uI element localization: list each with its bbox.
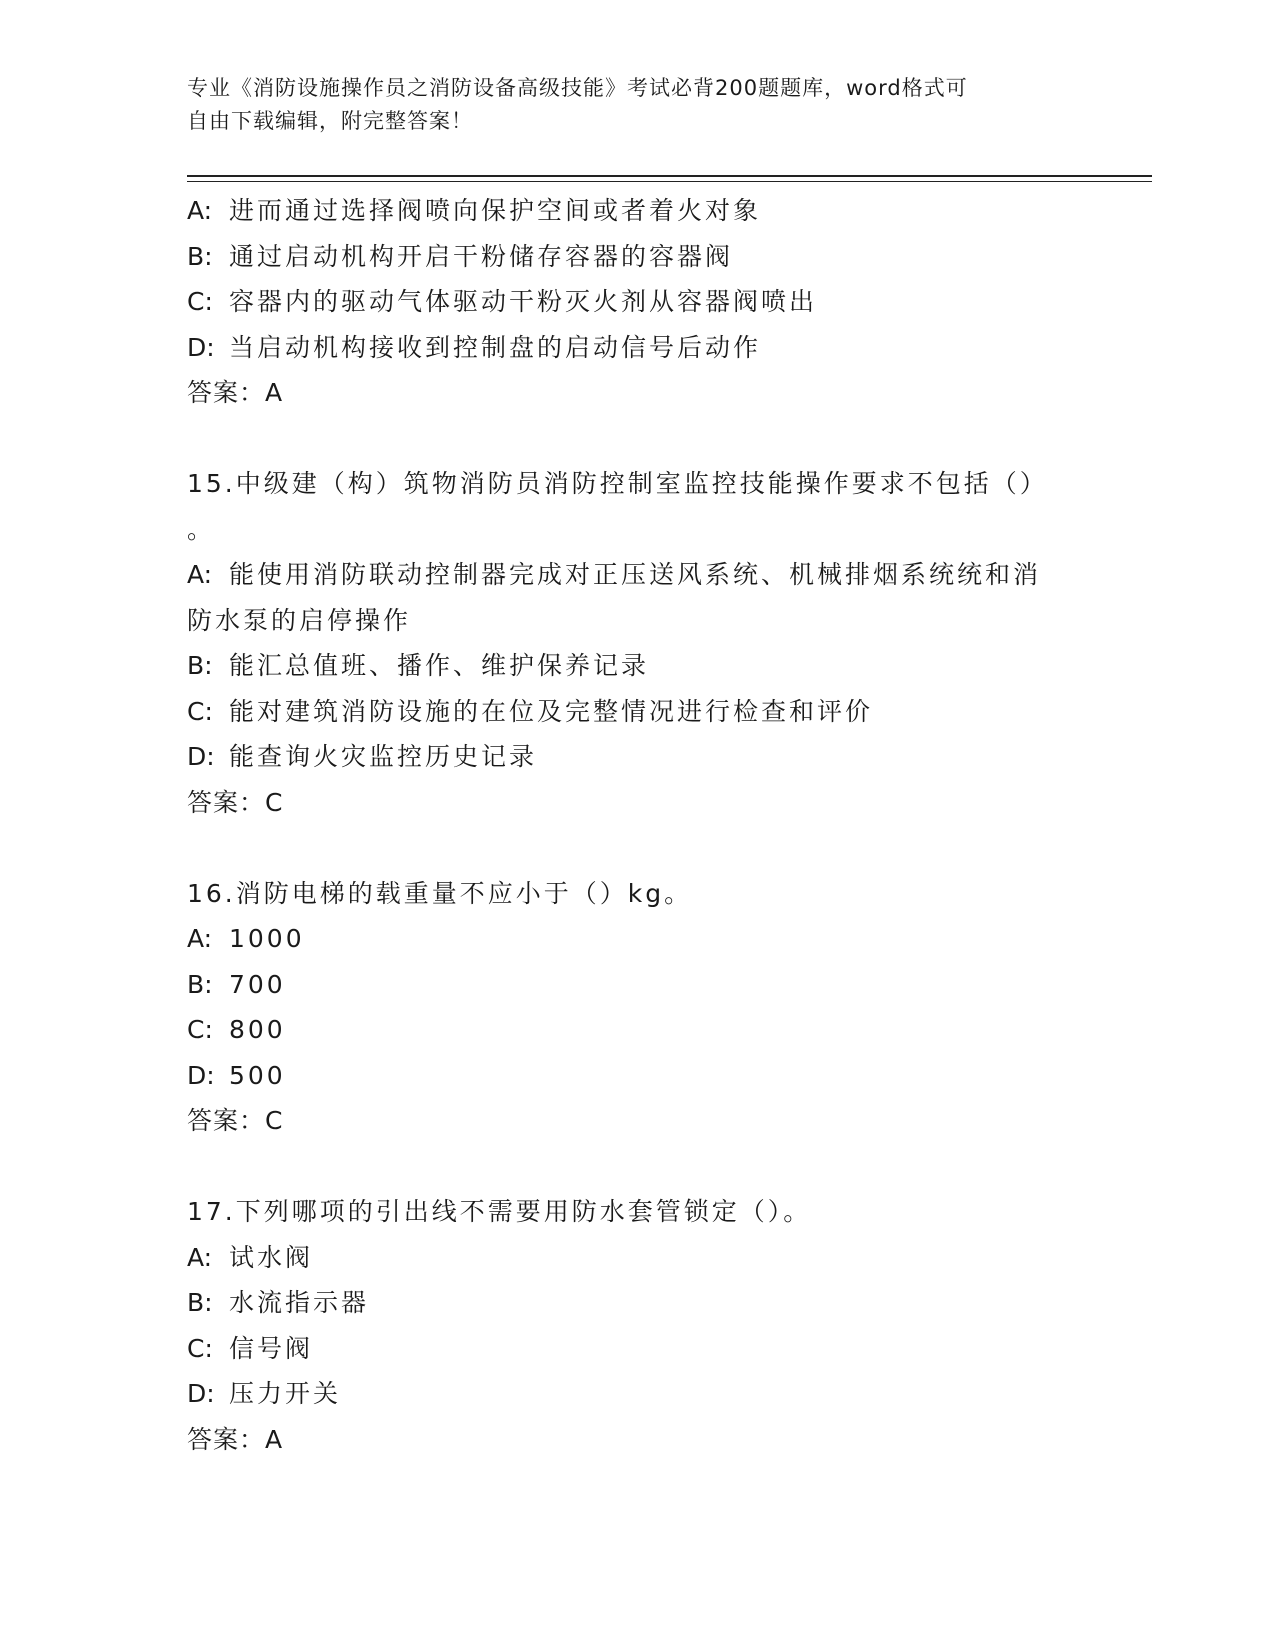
header-divider-thick xyxy=(187,175,1152,177)
option-text: 能汇总值班、播作、维护保养记录 xyxy=(229,651,650,680)
option-letter: D: xyxy=(187,742,215,771)
question-stem-continued: 。 xyxy=(187,514,216,544)
option-letter: B: xyxy=(187,651,213,680)
question-stem: 15.中级建（构）筑物消防员消防控制室监控技能操作要求不包括（） xyxy=(187,469,1048,498)
option-letter: C: xyxy=(187,1333,213,1363)
option-c xyxy=(187,689,1127,735)
option-letter: C: xyxy=(187,287,213,316)
question-stem: 17.下列哪项的引出线不需要用防水套管锁定（）。 xyxy=(187,1197,812,1226)
option-letter: C: xyxy=(187,696,213,726)
answer-line: 答案：C xyxy=(187,787,284,817)
option-letter: C: xyxy=(187,1015,213,1044)
option-b xyxy=(187,962,1127,1008)
option-letter: A: xyxy=(187,196,213,225)
option-b xyxy=(187,643,1127,689)
option-d xyxy=(187,734,1127,780)
answer-line: 答案：A xyxy=(187,1424,284,1454)
option-d xyxy=(187,1053,1127,1099)
question-list xyxy=(187,188,1127,1462)
question-17 xyxy=(187,1189,1127,1462)
option-b xyxy=(187,1280,1127,1326)
question-stem: 16.消防电梯的载重量不应小于（）kg。 xyxy=(187,878,693,908)
option-text: 水流指示器 xyxy=(229,1288,370,1317)
header-line-2: 自由下载编辑，附完整答案！ xyxy=(187,109,473,133)
option-text: 通过启动机构开启干粉储存容器的容器阀 xyxy=(229,241,734,271)
header-line-1: 专业《消防设施操作员之消防设备高级技能》考试必背200题题库，word格式可 xyxy=(187,76,968,100)
question-spacer xyxy=(187,825,1127,871)
option-text: 信号阀 xyxy=(229,1333,314,1363)
option-letter: D: xyxy=(187,332,215,362)
option-b xyxy=(187,234,1127,280)
answer-line: 答案：A xyxy=(187,378,284,407)
option-c xyxy=(187,1007,1127,1053)
header-divider-thin xyxy=(187,181,1152,182)
question-16 xyxy=(187,871,1127,1144)
option-text: 当启动机构接收到控制盘的启动信号后动作 xyxy=(229,332,762,362)
question-14 xyxy=(187,188,1127,416)
question-spacer xyxy=(187,1144,1127,1190)
option-a xyxy=(187,916,1127,962)
option-d xyxy=(187,1371,1127,1417)
option-letter: B: xyxy=(187,1288,213,1317)
option-letter: A: xyxy=(187,1242,213,1272)
option-text: 500 xyxy=(229,1060,286,1090)
option-c xyxy=(187,279,1127,325)
option-text: 能对建筑消防设施的在位及完整情况进行检查和评价 xyxy=(229,696,874,726)
option-text: 进而通过选择阀喷向保护空间或者着火对象 xyxy=(229,196,762,225)
option-letter: B: xyxy=(187,241,213,271)
option-a-continued: 防水泵的启停操作 xyxy=(187,605,412,635)
answer-line: 答案：C xyxy=(187,1106,284,1135)
option-letter: A: xyxy=(187,924,213,953)
option-a xyxy=(187,188,1127,234)
option-d xyxy=(187,325,1127,371)
option-a xyxy=(187,1235,1127,1281)
option-c xyxy=(187,1326,1127,1372)
option-letter: D: xyxy=(187,1379,215,1408)
option-text: 能查询火灾监控历史记录 xyxy=(229,742,538,771)
option-text: 700 xyxy=(229,969,286,999)
question-15 xyxy=(187,461,1127,825)
option-letter: A: xyxy=(187,560,213,589)
question-spacer xyxy=(187,416,1127,462)
option-a xyxy=(187,552,1127,598)
option-letter: D: xyxy=(187,1060,215,1090)
option-text: 能使用消防联动控制器完成对正压送风系统、机械排烟系统统和消 xyxy=(229,560,1042,589)
option-text: 试水阀 xyxy=(229,1242,314,1272)
option-letter: B: xyxy=(187,969,213,999)
option-text: 800 xyxy=(229,1015,286,1044)
option-text: 容器内的驱动气体驱动干粉灭火剂从容器阀喷出 xyxy=(229,287,818,316)
option-text: 1000 xyxy=(229,924,305,953)
document-header xyxy=(187,72,1087,138)
option-text: 压力开关 xyxy=(229,1379,342,1408)
